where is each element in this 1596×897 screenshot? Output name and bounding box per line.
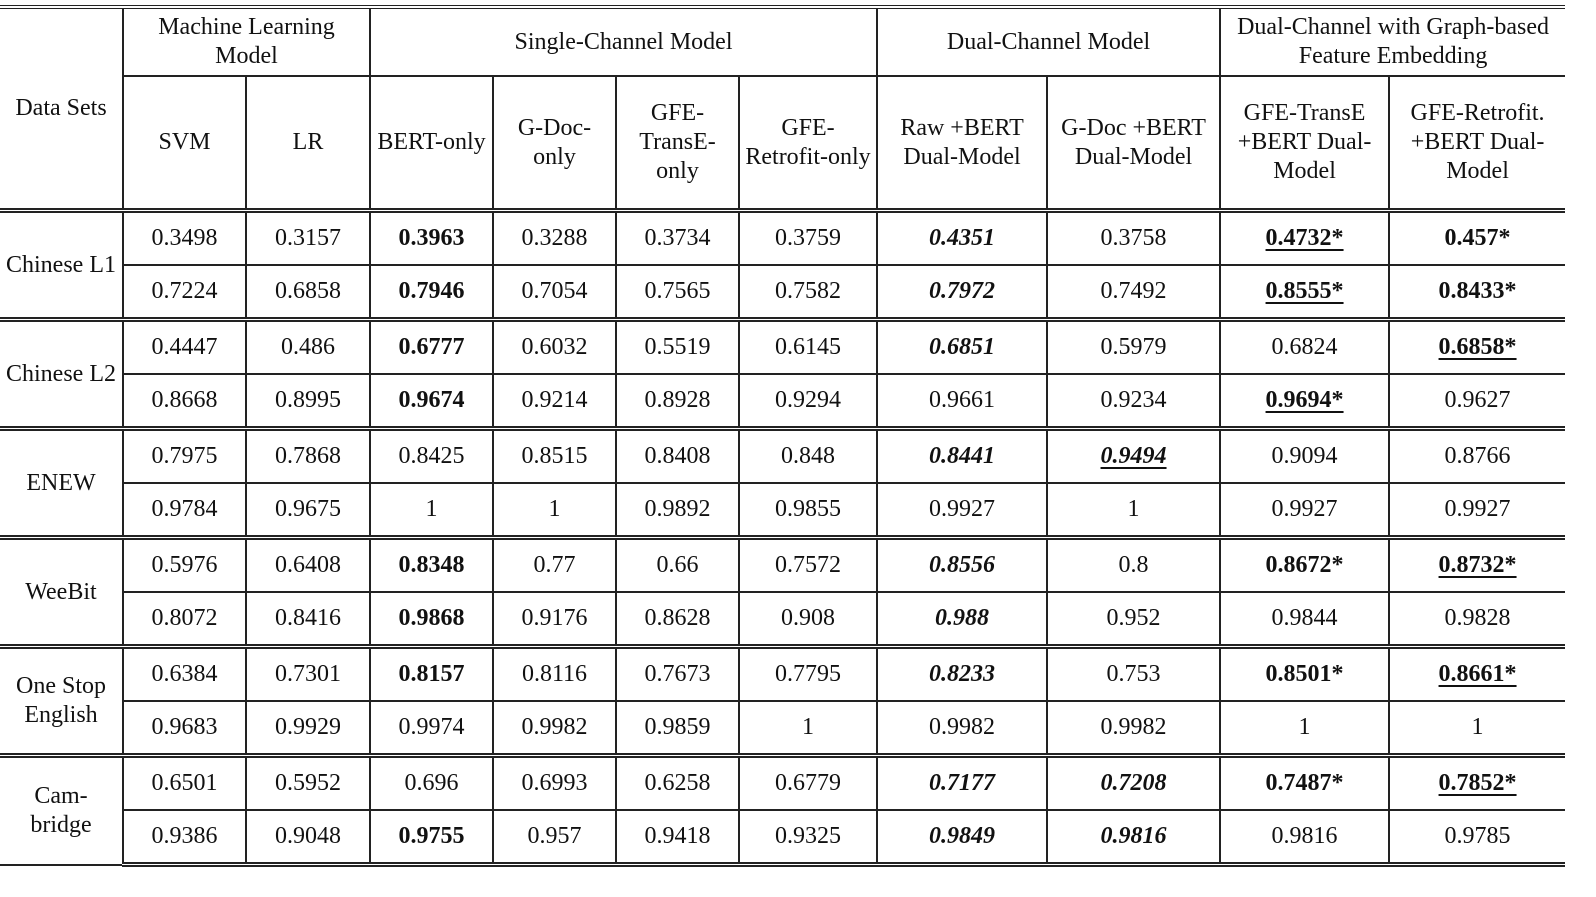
table-cell [123, 701, 246, 756]
cell-value: 0.9386 [151, 823, 218, 849]
table-cell [877, 756, 1047, 811]
cell-value: 0.9294 [775, 387, 842, 413]
table-cell [1220, 592, 1389, 647]
group-dual-channel-gfe: Dual-Channel with Graph-based Feature Embedding [1220, 7, 1565, 76]
cell-value: 0.848 [781, 443, 836, 469]
cell-value: 0.6032 [521, 334, 588, 360]
cell-value: 0.8501* [1265, 661, 1344, 687]
group-dual-channel: Dual-Channel Model [877, 7, 1220, 76]
table-cell [123, 265, 246, 320]
table-cell [877, 647, 1047, 702]
cell-value: 0.6993 [521, 770, 588, 796]
cell-value: 0.8157 [398, 661, 465, 687]
table-cell [739, 265, 877, 320]
table-cell [246, 265, 370, 320]
cell-value: 0.7492 [1100, 278, 1167, 304]
cell-value: 0.3758 [1100, 225, 1167, 251]
cell-value: 0.486 [281, 334, 335, 360]
cell-value: 0.7487* [1265, 770, 1344, 796]
table-cell [370, 538, 493, 593]
table-cell [123, 592, 246, 647]
dataset-name: One Stop English [0, 647, 123, 756]
table-cell [616, 374, 739, 429]
cell-value: 0.7208 [1100, 770, 1167, 796]
table-cell [1220, 810, 1389, 865]
table-cell [370, 374, 493, 429]
cell-value: 0.3288 [521, 225, 588, 251]
table-row [0, 538, 1565, 593]
table-cell [370, 647, 493, 702]
table-cell [370, 701, 493, 756]
group-single-channel: Single-Channel Model [370, 7, 877, 76]
table-cell [246, 211, 370, 266]
table-cell [616, 320, 739, 375]
cell-value: 0.952 [1106, 605, 1161, 631]
cell-value: 0.7852* [1438, 770, 1517, 796]
table-cell [1220, 320, 1389, 375]
table-cell [123, 429, 246, 484]
cell-value: 0.3157 [275, 225, 341, 251]
table-cell [370, 429, 493, 484]
cell-value: 0.9418 [644, 823, 711, 849]
cell-value: 0.6777 [398, 334, 465, 360]
table-cell [370, 592, 493, 647]
table-cell [616, 647, 739, 702]
table-cell [246, 810, 370, 865]
table-cell [1389, 756, 1565, 811]
table-cell [370, 265, 493, 320]
dataset-name: WeeBit [0, 538, 123, 647]
cell-value: 1 [1298, 714, 1311, 740]
cell-value: 0.6501 [151, 770, 218, 796]
table-cell [123, 538, 246, 593]
results-table [0, 5, 1565, 867]
table-cell [1389, 592, 1565, 647]
cell-value: 0.9982 [929, 714, 996, 740]
dataset-name: Cam-bridge [0, 756, 123, 865]
cell-value: 0.3734 [644, 225, 711, 251]
table-cell [493, 756, 616, 811]
table-cell [370, 810, 493, 865]
table-cell [1220, 483, 1389, 538]
table-cell [1389, 538, 1565, 593]
cell-value: 0.7224 [151, 278, 218, 304]
table-cell [1047, 211, 1220, 266]
cell-value: 0.9849 [929, 823, 996, 849]
table-cell [739, 647, 877, 702]
table-cell [246, 374, 370, 429]
cell-value: 0.9927 [1271, 496, 1338, 522]
table-cell [616, 483, 739, 538]
table-cell [739, 592, 877, 647]
cell-value: 0.8416 [275, 605, 341, 631]
cell-value: 0.9868 [398, 605, 465, 631]
cell-value: 0.3963 [398, 225, 465, 251]
cell-value: 0.9176 [521, 605, 588, 631]
table-cell [739, 211, 877, 266]
cell-value: 0.9494 [1100, 443, 1167, 469]
cell-value: 0.9214 [521, 387, 588, 413]
table-cell [493, 429, 616, 484]
cell-value: 0.9816 [1100, 823, 1167, 849]
col-raw-bert-dual: Raw +BERT Dual-Model [877, 76, 1047, 211]
table-cell [1389, 265, 1565, 320]
table-cell [493, 810, 616, 865]
table-row [0, 265, 1565, 320]
table-row [0, 810, 1565, 865]
table-cell [739, 483, 877, 538]
cell-value: 0.9048 [275, 823, 341, 849]
cell-value: 0.7572 [775, 552, 842, 578]
cell-value: 0.4351 [929, 225, 996, 251]
col-lr: LR [246, 76, 370, 211]
cell-value: 0.8433* [1438, 278, 1517, 304]
cell-value: 0.753 [1106, 661, 1161, 687]
table-cell [877, 320, 1047, 375]
table-cell [1389, 647, 1565, 702]
cell-value: 0.7054 [521, 278, 588, 304]
cell-value: 0.9982 [521, 714, 588, 740]
cell-value: 0.8348 [398, 552, 465, 578]
table-cell [616, 538, 739, 593]
table-cell [877, 374, 1047, 429]
cell-value: 0.9816 [1271, 823, 1338, 849]
cell-value: 0.9683 [151, 714, 218, 740]
table-row [0, 756, 1565, 811]
table-cell [1389, 374, 1565, 429]
table-row [0, 211, 1565, 266]
cell-value: 0.7868 [275, 443, 341, 469]
cell-value: 0.77 [533, 552, 576, 578]
table-cell [123, 483, 246, 538]
cell-value: 0.4447 [151, 334, 218, 360]
cell-value: 0.8233 [929, 661, 996, 687]
cell-value: 1 [425, 496, 438, 522]
table-cell [739, 429, 877, 484]
table-cell [1220, 756, 1389, 811]
table-cell [739, 756, 877, 811]
table-cell [1220, 211, 1389, 266]
table-cell [246, 592, 370, 647]
table-cell [616, 211, 739, 266]
table-cell [877, 211, 1047, 266]
cell-value: 0.8556 [929, 552, 996, 578]
table-cell [1389, 810, 1565, 865]
cell-value: 0.9929 [275, 714, 341, 740]
cell-value: 0.9674 [398, 387, 465, 413]
table-cell [493, 701, 616, 756]
table-cell [370, 320, 493, 375]
table-cell [616, 265, 739, 320]
dataset-name: Chinese L2 [0, 320, 123, 429]
cell-value: 0.5952 [275, 770, 341, 796]
cell-value: 0.8732* [1438, 552, 1517, 578]
table-cell [493, 592, 616, 647]
table-cell [616, 756, 739, 811]
table-cell [739, 538, 877, 593]
table-cell [1220, 265, 1389, 320]
table-cell [246, 701, 370, 756]
table-cell [123, 756, 246, 811]
table-cell [1220, 374, 1389, 429]
cell-value: 0.8 [1118, 552, 1149, 578]
cell-value: 0.7795 [775, 661, 842, 687]
cell-value: 0.9982 [1100, 714, 1167, 740]
table-row [0, 374, 1565, 429]
cell-value: 0.9844 [1271, 605, 1338, 631]
table-cell [123, 374, 246, 429]
cell-value: 0.9755 [398, 823, 465, 849]
table-row [0, 701, 1565, 756]
cell-value: 0.9094 [1271, 443, 1338, 469]
table-row [0, 647, 1565, 702]
col-gdoc-only: G-Doc-only [493, 76, 616, 211]
cell-value: 0.8441 [929, 443, 996, 469]
table-cell [1220, 538, 1389, 593]
table-row [0, 592, 1565, 647]
col-gfe-retrofit-bert-dual: GFE-Retrofit. +BERT Dual-Model [1389, 76, 1565, 211]
table-cell [493, 647, 616, 702]
cell-value: 0.7975 [151, 443, 218, 469]
table-cell [123, 320, 246, 375]
cell-value: 0.66 [656, 552, 699, 578]
table-cell [1047, 429, 1220, 484]
table-cell [493, 374, 616, 429]
cell-value: 0.7582 [775, 278, 842, 304]
table-cell [1047, 756, 1220, 811]
col-gfe-transe-only: GFE-TransE-only [616, 76, 739, 211]
cell-value: 0.6858* [1438, 334, 1517, 360]
table-cell [739, 320, 877, 375]
table-cell [370, 756, 493, 811]
table-cell [1047, 701, 1220, 756]
table-cell [1047, 374, 1220, 429]
cell-value: 0.7565 [644, 278, 711, 304]
table-cell [493, 538, 616, 593]
table-cell [493, 211, 616, 266]
cell-value: 0.8668 [151, 387, 218, 413]
table-row [0, 429, 1565, 484]
col-svm: SVM [123, 76, 246, 211]
table-cell [246, 320, 370, 375]
table-cell [616, 592, 739, 647]
cell-value: 0.9828 [1444, 605, 1511, 631]
cell-value: 0.9234 [1100, 387, 1167, 413]
cell-value: 0.5976 [151, 552, 218, 578]
table-cell [1220, 647, 1389, 702]
table-cell [1220, 429, 1389, 484]
cell-value: 0.7946 [398, 278, 465, 304]
table-row [0, 320, 1565, 375]
table-cell [123, 647, 246, 702]
cell-value: 0.8661* [1438, 661, 1517, 687]
table-cell [1047, 265, 1220, 320]
cell-value: 0.457* [1444, 225, 1511, 251]
table-cell [877, 265, 1047, 320]
table-cell [1047, 538, 1220, 593]
cell-value: 0.5519 [644, 334, 711, 360]
table-cell [493, 265, 616, 320]
table-cell [739, 701, 877, 756]
group-machine-learning: Machine Learning Model [123, 7, 370, 76]
cell-value: 0.6851 [929, 334, 996, 360]
cell-value: 0.8408 [644, 443, 711, 469]
cell-value: 0.3498 [151, 225, 218, 251]
table-cell [246, 483, 370, 538]
col-gdoc-bert-dual: G-Doc +BERT Dual-Model [1047, 76, 1220, 211]
cell-value: 0.9627 [1444, 387, 1511, 413]
table-cell [370, 211, 493, 266]
cell-value: 0.9855 [775, 496, 842, 522]
table-cell [370, 483, 493, 538]
table-cell [246, 538, 370, 593]
table-cell [877, 701, 1047, 756]
cell-value: 0.9974 [398, 714, 465, 740]
cell-value: 1 [1471, 714, 1484, 740]
cell-value: 0.9325 [775, 823, 842, 849]
cell-value: 1 [802, 714, 815, 740]
dataset-name: Chinese L1 [0, 211, 123, 320]
col-gfe-retrofit-only: GFE-Retrofit-only [739, 76, 877, 211]
table-cell [1389, 211, 1565, 266]
cell-value: 0.7177 [929, 770, 996, 796]
table-cell [123, 211, 246, 266]
table-cell [616, 810, 739, 865]
cell-value: 0.8425 [398, 443, 465, 469]
cell-value: 0.5979 [1100, 334, 1167, 360]
cell-value: 0.9927 [1444, 496, 1511, 522]
table-cell [1220, 701, 1389, 756]
table-cell [1047, 647, 1220, 702]
cell-value: 0.8628 [644, 605, 711, 631]
cell-value: 0.6858 [275, 278, 341, 304]
cell-value: 0.8072 [151, 605, 218, 631]
cell-value: 0.6145 [775, 334, 842, 360]
cell-value: 1 [548, 496, 561, 522]
cell-value: 0.6384 [151, 661, 218, 687]
cell-value: 0.6779 [775, 770, 842, 796]
table-cell [1389, 320, 1565, 375]
table-cell [1389, 483, 1565, 538]
table-cell [739, 810, 877, 865]
table-cell [616, 701, 739, 756]
col-bert-only: BERT-only [370, 76, 493, 211]
cell-value: 0.6824 [1271, 334, 1338, 360]
dataset-name: ENEW [0, 429, 123, 538]
cell-value: 0.7673 [644, 661, 711, 687]
table-cell [246, 756, 370, 811]
cell-value: 0.3759 [775, 225, 842, 251]
cell-value: 0.8555* [1265, 278, 1344, 304]
table-body [0, 211, 1565, 865]
table-cell [246, 429, 370, 484]
table-cell [1047, 483, 1220, 538]
table-cell [246, 647, 370, 702]
cell-value: 1 [1127, 496, 1140, 522]
table-cell [1047, 320, 1220, 375]
cell-value: 0.988 [935, 605, 990, 631]
cell-value: 0.7972 [929, 278, 996, 304]
cell-value: 0.9675 [275, 496, 341, 522]
cell-value: 0.8116 [521, 661, 588, 687]
cell-value: 0.8766 [1444, 443, 1511, 469]
header-data-sets: Data Sets [0, 7, 123, 211]
col-gfe-transe-bert-dual: GFE-TransE +BERT Dual-Model [1220, 76, 1389, 211]
cell-value: 0.908 [781, 605, 836, 631]
table-row [0, 483, 1565, 538]
table-cell [739, 374, 877, 429]
cell-value: 0.9785 [1444, 823, 1511, 849]
table-cell [1047, 810, 1220, 865]
cell-value: 0.7301 [275, 661, 341, 687]
cell-value: 0.8515 [521, 443, 588, 469]
cell-value: 0.8928 [644, 387, 711, 413]
table-cell [877, 483, 1047, 538]
cell-value: 0.6258 [644, 770, 711, 796]
cell-value: 0.9892 [644, 496, 711, 522]
cell-value: 0.696 [404, 770, 459, 796]
table-cell [1047, 592, 1220, 647]
cell-value: 0.8995 [275, 387, 341, 413]
table-cell [123, 810, 246, 865]
cell-value: 0.9927 [929, 496, 996, 522]
cell-value: 0.6408 [275, 552, 341, 578]
table-cell [877, 429, 1047, 484]
table-cell [493, 483, 616, 538]
cell-value: 0.9694* [1265, 387, 1344, 413]
cell-value: 0.9859 [644, 714, 711, 740]
table-cell [1389, 701, 1565, 756]
cell-value: 0.9661 [929, 387, 996, 413]
table-cell [1389, 429, 1565, 484]
table-cell [877, 592, 1047, 647]
cell-value: 0.4732* [1265, 225, 1344, 251]
cell-value: 0.957 [527, 823, 582, 849]
table-cell [877, 538, 1047, 593]
cell-value: 0.9784 [151, 496, 218, 522]
cell-value: 0.8672* [1265, 552, 1344, 578]
table-cell [616, 429, 739, 484]
table-cell [493, 320, 616, 375]
table-cell [877, 810, 1047, 865]
